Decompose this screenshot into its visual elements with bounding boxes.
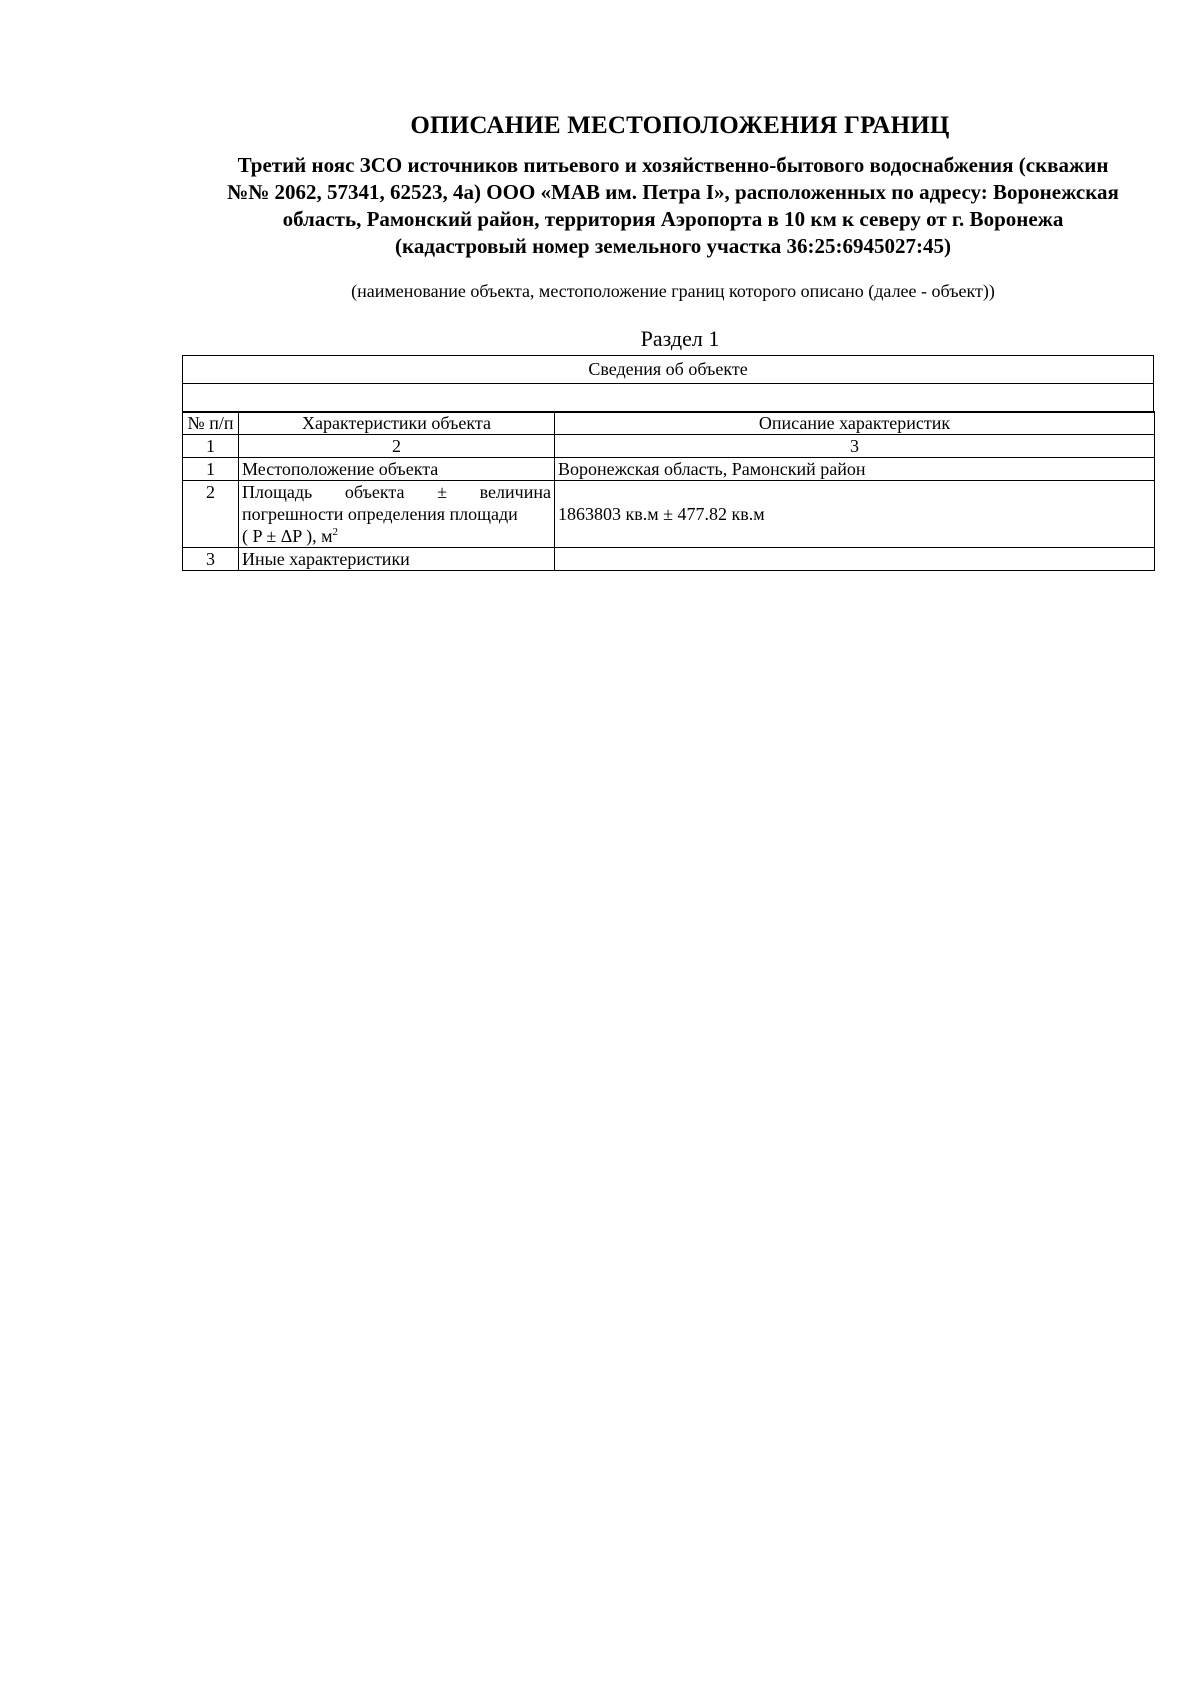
section-label: Раздел 1 — [640, 326, 720, 351]
word: объекта — [344, 482, 405, 502]
object-name — [186, 152, 1160, 260]
formula-text: ( P ± ΔP ), м — [242, 526, 333, 546]
table-row — [183, 481, 1155, 548]
word: величина — [479, 482, 551, 502]
row-description — [555, 548, 1155, 571]
column-number-cell: 3 — [555, 435, 1155, 458]
row-description: Воронежская область, Рамонский район — [555, 458, 1155, 481]
row-characteristic-line — [242, 525, 551, 547]
header-cell-description: Описание характеристик — [555, 412, 1155, 435]
superscript: 2 — [332, 526, 339, 538]
row-number: 2 — [183, 481, 239, 548]
table-caption: Сведения об объекте — [183, 356, 1153, 384]
header-cell-number: № п/п — [183, 412, 239, 435]
object-name-line: (кадастровый номер земельного участка 36:25:6945027:45) — [395, 234, 951, 258]
word: Площадь — [242, 482, 313, 502]
table-caption-box — [182, 355, 1154, 413]
row-characteristic-line: погрешности определения площади — [242, 504, 518, 524]
row-characteristic: Иные характеристики — [239, 548, 555, 571]
header-cell-characteristic: Характеристики объекта — [239, 412, 555, 435]
object-caption: (наименование объекта, местоположение границ которого описано (далее - объект)) — [351, 281, 995, 301]
table-row — [183, 548, 1155, 571]
row-description: 1863803 кв.м ± 477.82 кв.м — [555, 481, 1155, 548]
row-number: 3 — [183, 548, 239, 571]
object-name-line: область, Рамонский район, территория Аэропорта в 10 км к северу от г. Воронежа — [282, 207, 1064, 231]
row-number: 1 — [183, 458, 239, 481]
object-name-line: Третий нояс ЗСО источников питьевого и хозяйственно-бытового водоснабжения (скважин — [237, 153, 1109, 177]
row-characteristic-line — [242, 481, 551, 503]
table-row — [183, 458, 1155, 481]
object-name-line: №№ 2062, 57341, 62523, 4а) ООО «МАВ им. Петра I», расположенных по адресу: Воронежская — [227, 180, 1119, 204]
column-number-cell: 1 — [183, 435, 239, 458]
table-header-row — [183, 412, 1155, 435]
row-characteristic — [239, 481, 555, 548]
word: ± — [437, 482, 447, 502]
column-number-cell: 2 — [239, 435, 555, 458]
object-info-table — [182, 411, 1155, 571]
document-title: ОПИСАНИЕ МЕСТОПОЛОЖЕНИЯ ГРАНИЦ — [410, 112, 950, 139]
row-characteristic: Местоположение объекта — [239, 458, 555, 481]
column-number-row — [183, 435, 1155, 458]
